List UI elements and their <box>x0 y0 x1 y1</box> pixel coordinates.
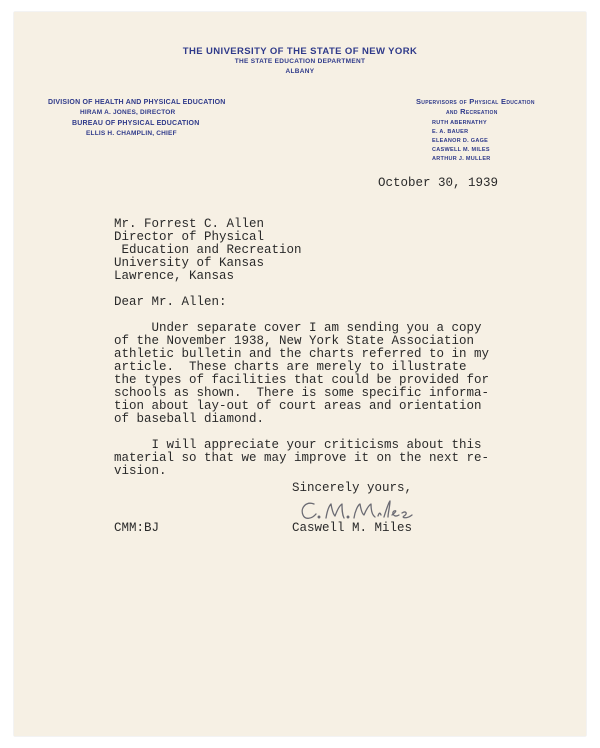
address-line: Lawrence, Kansas <box>114 269 235 283</box>
letterhead-chief: ELLIS H. CHAMPLIN, CHIEF <box>86 130 177 137</box>
body-line: I will appreciate your criticisms about this <box>114 438 482 452</box>
body-line: vision. <box>114 464 167 478</box>
letterhead-director: HIRAM A. JONES, DIRECTOR <box>80 109 176 116</box>
address-line: Education and Recreation <box>114 243 302 257</box>
address-line: Mr. Forrest C. Allen <box>114 217 265 231</box>
letterhead-title: THE UNIVERSITY OF THE STATE OF NEW YORK <box>182 46 418 57</box>
body-line: of the November 1938, New York State Association <box>114 334 475 348</box>
supervisor-name: ELEANOR D. GAGE <box>432 138 489 144</box>
signer-name: Caswell M. Miles <box>292 521 413 535</box>
body-line: of baseball diamond. <box>114 412 265 426</box>
body-line: article. These charts are merely to illustrate <box>114 360 467 374</box>
letterhead-bureau: BUREAU OF PHYSICAL EDUCATION <box>72 120 200 127</box>
supervisor-name: CASWELL M. MILES <box>432 147 490 153</box>
body-line: tion about lay-out of court areas and orientation <box>114 399 482 413</box>
letterhead-supervisors-heading: Supervisors of Physical Education <box>416 97 535 106</box>
reference-initials: CMM:BJ <box>114 521 160 535</box>
body-line: Under separate cover I am sending you a copy <box>114 321 482 335</box>
letterhead-department: THE STATE EDUCATION DEPARTMENT <box>234 58 366 65</box>
supervisor-name: RUTH ABERNATHY <box>432 120 487 126</box>
closing: Sincerely yours, <box>292 481 413 495</box>
supervisor-name: E. A. BAUER <box>432 129 469 135</box>
letterhead-division: DIVISION OF HEALTH AND PHYSICAL EDUCATION <box>48 99 226 106</box>
body-line: material so that we may improve it on the next re- <box>114 451 490 465</box>
supervisor-name: ARTHUR J. MULLER <box>432 156 491 162</box>
body-line: athletic bulletin and the charts referred to in my <box>114 347 490 361</box>
letterhead-city: ALBANY <box>285 68 315 75</box>
salutation: Dear Mr. Allen: <box>114 295 227 309</box>
letterhead-supervisors-heading-2: and Recreation <box>446 107 498 116</box>
body-line: the types of facilities that could be provided for <box>114 373 490 387</box>
letter-paper <box>14 12 586 736</box>
address-line: University of Kansas <box>114 256 265 270</box>
body-line: schools as shown. There is some specific informa- <box>114 386 490 400</box>
letter-date: October 30, 1939 <box>378 176 499 190</box>
address-line: Director of Physical <box>114 230 265 244</box>
